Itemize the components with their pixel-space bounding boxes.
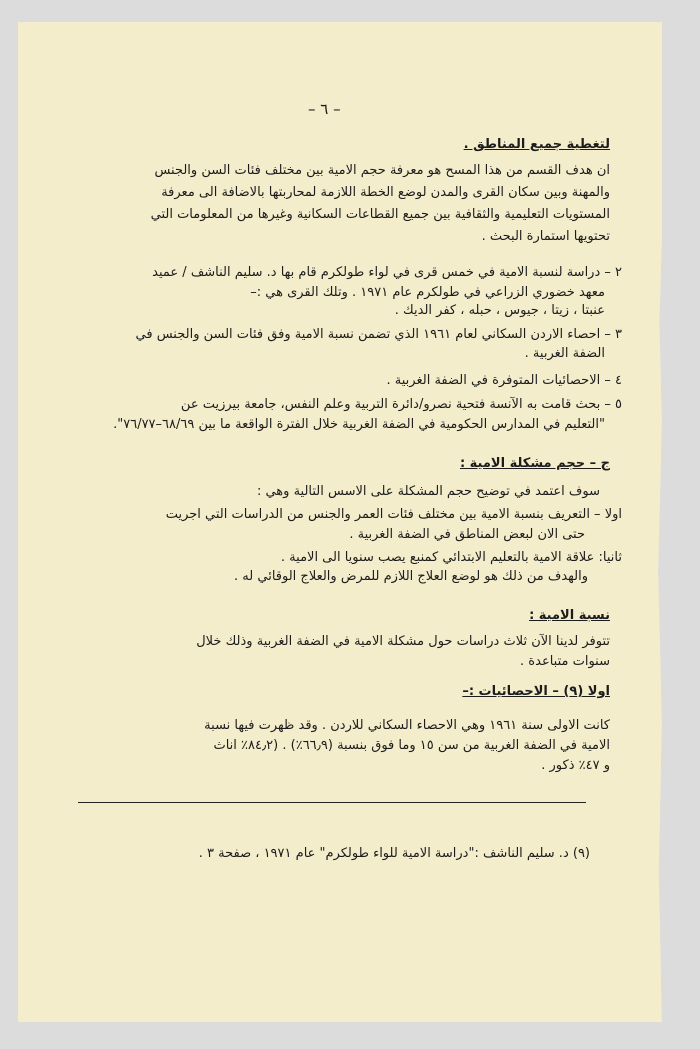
second-line2: والهدف من ذلك هو لوضع العلاج اللازم للمرض والعلاج الوقائي له . [234,569,588,584]
footnote: (٩) د. سليم الناشف :"دراسة الامية للواء طولكرم" عام ١٩٧١ ، صفحة ٣ . [198,846,590,861]
second-line1: ثانيا: علاقة الامية بالتعليم الابتدائي كمنبع يصب سنويا الى الامية . [280,550,622,565]
heading-size: ج – حجم مشكلة الامية : [459,456,610,471]
rate-line2: سنوات متباعدة . [520,654,610,669]
first-line2: حتى الان لبعض المناطق في الضفة الغربية . [349,527,585,542]
item4: ٤ – الاحصائيات المتوفرة في الضفة الغربية . [386,373,622,388]
item3-line1: ٣ – احصاء الاردن السكاني لعام ١٩٦١ الذي تضمن نسبة الامية وفق فئات السن والجنس في [135,327,622,342]
para1-line4: تحتويها استمارة البحث . [481,229,610,244]
para1-line1: ان هدف القسم من هذا المسح هو معرفة حجم الامية بين مختلف فئات السن والجنس [154,163,610,178]
stats-line1: كانت الاولى سنة ١٩٦١ وهي الاحصاء السكاني للاردن . وقد ظهرت فيها نسبة [204,718,610,733]
page-number: – ٦ – [308,100,341,118]
item3-line2: الضفة الغربية . [524,346,605,361]
para1-line2: والمهنة وبين سكان القرى والمدن لوضع الخطة اللازمة لمحاربتها بالاضافة الى معرفة [161,185,610,200]
item5-line1: ٥ – بحث قامت به الآنسة فتحية نصرو/دائرة التربية وعلم النفس، جامعة بيرزيت عن [180,397,622,412]
intro-bases: سوف اعتمد في توضيح حجم المشكلة على الاسس التالية وهي : [256,484,600,499]
stats-line3: و ٤٧٪ ذكور . [541,758,610,773]
first-line1: اولا – التعريف بنسبة الامية بين مختلف فئات العمر والجنس من الدراسات التي اجريت [165,507,622,522]
item2-line2: معهد خضوري الزراعي في طولكرم عام ١٩٧١ . وتلك القرى هي :– [250,285,605,300]
item2-line1: ٢ – دراسة لنسبة الامية في خمس قرى في لواء طولكرم قام بها د. سليم الناشف / عميد [152,265,622,280]
heading-rate: نسبة الامية : [529,608,610,623]
heading-coverage: لتغطية جميع المناطق . [463,137,610,152]
heading-stats: اولا (٩) – الاحصائيات :– [462,684,610,699]
stats-line2: الامية في الضفة الغربية من سن ١٥ وما فوق بنسبة (٦٦٫٩٪) . (٨٤٫٢٪ اناث [213,738,610,753]
item2-line3: عنبتا ، زيتا ، جيوس ، حبله ، كفر الديك . [394,303,605,318]
para1-line3: المستويات التعليمية والثقافية بين جميع القطاعات السكانية وغيرها من المعلومات التي [150,207,610,222]
footnote-divider [78,802,586,803]
item5-line2: "التعليم في المدارس الحكومية في الضفة الغربية خلال الفترة الواقعة ما بين ٦٨/٦٩–٧٦/٧٧". [113,417,605,432]
rate-line1: تتوفر لدينا الآن ثلاث دراسات حول مشكلة الامية في الضفة الغربية وذلك خلال [196,634,610,649]
